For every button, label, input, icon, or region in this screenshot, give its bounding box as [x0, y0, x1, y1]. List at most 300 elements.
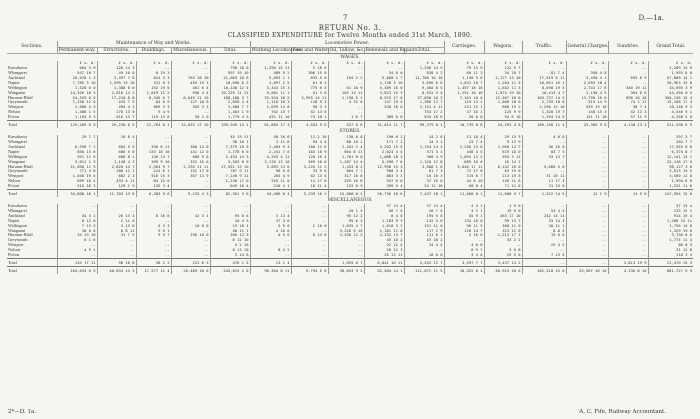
table-cell: 15,168 17 3 [648, 100, 693, 105]
table-cell: .. [57, 243, 97, 248]
table-cell: 833 5 0 [291, 76, 328, 81]
sections-header: Sections. [7, 41, 57, 54]
table-cell: 597 19 10 [210, 71, 250, 76]
table-cell: 5 2 10 [210, 243, 250, 248]
table-cell: .. [328, 253, 364, 258]
table-cell: 3,586 1 0 [404, 165, 444, 170]
table-cell: 79 13 9 [444, 66, 484, 71]
table-cell: .. [522, 66, 566, 71]
table-cell: .. [171, 71, 210, 76]
table-cell: 5,646 17 11 [444, 165, 484, 170]
table-cell: 10 16 3 [404, 174, 444, 179]
table-cell: 10,096 6 2 [210, 81, 250, 86]
table-cell: .. [608, 66, 648, 71]
total-cell: 21,470 15 3 [648, 259, 693, 267]
table-cell: 94 4 4 [291, 140, 328, 145]
table-cell: 14 3 1 [404, 140, 444, 145]
table-cell: 183 10 9 [291, 150, 328, 155]
table-cell: .. [291, 243, 328, 248]
table-cell: 1,294 14 5 [522, 115, 566, 120]
grand-total-cell: 164,634 0 9 [57, 267, 97, 275]
section-name: Picton [8, 252, 19, 258]
table-cell: 389 0 0 [364, 115, 404, 120]
table-cell: 9 6 1 [136, 229, 171, 234]
table-cell: 515 18 3 [57, 184, 97, 189]
table-cell: .. [444, 238, 484, 243]
table-cell: 9 13 9 [484, 140, 522, 145]
table-cell: 33 9 6 [291, 169, 328, 174]
section-name: Whangarei [8, 70, 27, 75]
table-cell: 4 0 0 [522, 135, 566, 140]
table-cell: .. [210, 204, 250, 209]
section-name: Kawakawa [8, 65, 28, 71]
units-label: £ s. d. [566, 61, 608, 66]
table-cell: .. [522, 238, 566, 243]
table-cell: .. [136, 238, 171, 243]
section-name: Wellington [8, 222, 27, 228]
units-label: £ s. d. [97, 61, 136, 66]
table-cell: .. [566, 238, 608, 243]
table-cell: .. [522, 204, 566, 209]
section-name: Napier [8, 148, 20, 154]
table-cell: 438 4 5 [444, 150, 484, 155]
table-cell: 3 11 6 [250, 140, 291, 145]
table-cell: 31 10 11 [522, 174, 566, 179]
table-cell: 125 9 9 [484, 110, 522, 115]
table-cell: .. [608, 229, 648, 234]
table-cell: 1,774 11 4 [648, 238, 693, 243]
table-cell: 569 10 0 [291, 160, 328, 165]
table-cell: 29 7 7 [57, 135, 97, 140]
table-cell: 4,293 4 11 [250, 155, 291, 160]
table-cell: 44 6 10 [444, 179, 484, 184]
table-cell: 126 14 3 [97, 66, 136, 71]
table-cell: .. [136, 253, 171, 258]
table-cell: .. [291, 248, 328, 253]
table-cell: .. [566, 140, 608, 145]
table-cell: .. [328, 66, 364, 71]
table-cell: 14 2 6 [404, 135, 444, 140]
table-cell: 1,094 12 2 [444, 155, 484, 160]
total-cell: 6,383 9 0 [136, 190, 171, 198]
table-cell: .. [57, 140, 97, 145]
table-cell: 31 7 2 [97, 233, 136, 238]
table-cell: 1,756 14 0 [648, 224, 693, 229]
table-cell: 8,345 6 7 [136, 96, 171, 101]
total-cell: 98 10 8 [97, 259, 136, 267]
table-cell: 27,551 13 10 [210, 165, 250, 170]
total-label: Total [7, 259, 57, 267]
table-cell: .. [566, 155, 608, 160]
col-header-carriages: Carriages. [444, 41, 484, 54]
table-cell: .. [608, 174, 648, 179]
table-cell: 132 5 0 [404, 219, 444, 224]
table-cell: 7,140 9 11 [210, 174, 250, 179]
col-header-fuel-water: Fuel and Water. [292, 47, 330, 53]
table-cell: 3 14 8 [210, 253, 250, 258]
section-name: Greymouth [8, 99, 28, 105]
total-cell: 13 1 4 [250, 259, 291, 267]
table-cell: 9 4 9 [136, 110, 171, 115]
total-cell: 135 17 11 [57, 259, 97, 267]
table-cell: 380 11 0 [484, 224, 522, 229]
table-cell: .. [291, 238, 328, 243]
table-cell: 4 9 1 [57, 248, 97, 253]
table-cell: 191 11 0 [404, 224, 444, 229]
section-name: Greymouth [8, 237, 28, 243]
total-cell: 61,884 17 3 [250, 121, 291, 129]
table-cell: .. [566, 135, 608, 140]
table-cell: 1,468 1 5 [57, 110, 97, 115]
table-cell: 3,170 13 10 [250, 160, 291, 165]
table-cell: 850 15 6 [57, 150, 97, 155]
table-cell: 10 0 0 [171, 224, 210, 229]
table-cell: 531 8 3 [136, 81, 171, 86]
table-cell: 771 4 8 [57, 169, 97, 174]
table-cell: 192 19 0 [136, 86, 171, 91]
table-cell: .. [328, 204, 364, 209]
table-cell: 118 3 4 [648, 253, 693, 258]
table-cell: 98 11 5 [444, 224, 484, 229]
table-cell: 331 10 0 [171, 160, 210, 165]
table-cell: 108,108 3 7 [210, 96, 250, 101]
table-cell: 3 13 4 [250, 214, 291, 219]
block-title: STORES. [339, 129, 361, 135]
table-cell: 2,190 4 5 [566, 91, 608, 96]
table-cell: 602 2 3 [97, 174, 136, 179]
table-cell: 2,098 4 4 [210, 100, 250, 105]
table-cell: 152 17 0 [171, 169, 210, 174]
table-cell: 3,750 0 6 [648, 233, 693, 238]
table-cell: .. [291, 229, 328, 234]
table-cell: .. [291, 253, 328, 258]
table-cell: .. [608, 145, 648, 150]
table-cell: 36 16 0 [522, 145, 566, 150]
table-cell: .. [328, 71, 364, 76]
units-label: £ s. d. [444, 61, 484, 66]
table-cell: 898 10 10 [608, 96, 648, 101]
table-cell: .. [171, 238, 210, 243]
table-cell: 1,778 0 0 [210, 150, 250, 155]
table-cell: .. [566, 204, 608, 209]
total-cell: 7,437 10 1 [404, 190, 444, 198]
table-cell: 16,078 1 3 [57, 76, 97, 81]
table-cell: .. [404, 248, 444, 253]
table-cell: 21,090 11 9 [57, 165, 97, 170]
table-cell: .. [566, 184, 608, 189]
table-cell: 306 15 0 [291, 71, 328, 76]
table-cell: 29 13 3 [484, 135, 522, 140]
table-cell: 350,136 15 4 [648, 96, 693, 101]
table-cell: 37 16 1 [444, 110, 484, 115]
table-cell: 5,563 8 6 [210, 160, 250, 165]
total-cell: 3,597 7 7 [444, 259, 484, 267]
table-cell: 787 9 11 [210, 169, 250, 174]
table-cell: 18 0 0 [404, 253, 444, 258]
table-cell: 432 11 10 [250, 115, 291, 120]
table-cell: 229 16 8 [328, 179, 364, 184]
section-name: Picton [8, 183, 19, 189]
units-label: £ s. d. [210, 61, 250, 66]
table-cell: 7 13 5 [522, 253, 566, 258]
table-cell: .. [566, 248, 608, 253]
total-cell: 12 2 9 [566, 190, 608, 198]
table-cell: 435 7 3 [97, 100, 136, 105]
table-cell: 34 18 7 [484, 71, 522, 76]
table-cell: 1,120 12 8 [404, 160, 444, 165]
table-cell: 6,938 7 1 [57, 145, 97, 150]
units-label: £ s. d. [171, 61, 210, 66]
total-cell: 223 8 3 [171, 259, 210, 267]
table-cell: 45 15 11 [210, 135, 250, 140]
table-cell: .. [608, 169, 648, 174]
table-cell: 824 3 3 [136, 76, 171, 81]
table-cell: 16 8 4 [97, 135, 136, 140]
table-cell: 95 6 3 [328, 219, 364, 224]
table-cell: 433 4 11 [97, 179, 136, 184]
table-cell: .. [171, 219, 210, 224]
table-cell: 1,874 19 10 [484, 91, 522, 96]
table-cell: 3,586 7 7 [210, 105, 250, 110]
table-cell: 1,994 6 0 [648, 179, 693, 184]
table-cell: .. [566, 229, 608, 234]
table-cell: 19,229 11 11 [210, 91, 250, 96]
table-cell: 53 4 5 [522, 209, 566, 214]
table-cell: .. [566, 66, 608, 71]
col-header-wagons: Wagons. [484, 41, 522, 54]
table-cell: .. [566, 150, 608, 155]
table-cell: 125 15 1 [648, 209, 693, 214]
table-cell: 48 11 1 [210, 229, 250, 234]
block-title: MISCELLANEOUS. [327, 198, 373, 204]
table-cell: 297 3 7 [648, 135, 693, 140]
page-reference: D.—1a. [638, 14, 664, 22]
total-cell: 5,239 16 2 [291, 190, 328, 198]
table-cell: 10,051 16 1 [522, 81, 566, 86]
table-cell: 38 7 4 [608, 105, 648, 110]
table-cell: 84 12 0 [136, 179, 171, 184]
section-name: Napier [8, 217, 20, 223]
table-cell: 2,086 4 3 [57, 105, 97, 110]
units-label: £ s. d. [364, 61, 404, 66]
table-cell: .. [97, 238, 136, 243]
table-cell: .. [328, 110, 364, 115]
table-cell: 1,040 19 4 [57, 174, 97, 179]
table-cell: .. [136, 248, 171, 253]
table-cell: .. [250, 253, 291, 258]
table-cell: 6,375 0 7 [648, 150, 693, 155]
total-cell: 147,594 15 6 [648, 190, 693, 198]
table-cell: .. [566, 253, 608, 258]
table-cell: 1,701 0 0 [328, 155, 364, 160]
table-cell: .. [328, 81, 364, 86]
table-cell: 21,063 10 6 [210, 76, 250, 81]
table-cell: 1,457 18 10 [444, 86, 484, 91]
block-total-row [7, 190, 693, 198]
table-cell: .. [97, 140, 136, 145]
table-cell: 1,652 11 3 [484, 86, 522, 91]
table-cell: 336 6 11 [136, 145, 171, 150]
table-cell: .. [608, 165, 648, 170]
table-cell: .. [608, 160, 648, 165]
table-cell: 133 0 9 [328, 184, 364, 189]
table-cell: 9,460 8 5 [404, 86, 444, 91]
table-cell: 19 0 0 [522, 233, 566, 238]
table-cell: 20 12 3 [364, 248, 404, 253]
table-cell: .. [57, 253, 97, 258]
table-cell: .. [364, 66, 404, 71]
table-cell: 65 19 0 [484, 169, 522, 174]
table-cell: .. [522, 160, 566, 165]
col-header-locomotive-total: Total. [404, 47, 444, 54]
table-cell: .. [250, 238, 291, 243]
table-cell: 2,294 11 11 [171, 165, 210, 170]
units-label: £ s. d. [404, 61, 444, 66]
table-cell: 71 12 8 [484, 184, 522, 189]
table-cell: 170 13 0 [97, 110, 136, 115]
table-cell: 699 10 4 [57, 179, 97, 184]
table-cell: 5 9 0 [250, 224, 291, 229]
table-cell: 380 12 0 [171, 145, 210, 150]
table-cell: 129 2 9 [97, 184, 136, 189]
table-cell: 600 0 1 [97, 155, 136, 160]
table-cell: 8,975 17 0 [364, 96, 404, 101]
col-header-sundries: Sundries. [608, 41, 648, 54]
table-cell: 98 0 0 [250, 169, 291, 174]
table-cell: 213 19 3 [484, 174, 522, 179]
table-cell: .. [171, 179, 210, 184]
table-cell: 0 19 3 [136, 71, 171, 76]
table-cell: 669 5 3 [136, 105, 171, 110]
table-cell: 300 4 9 [404, 155, 444, 160]
table-cell: 15,507 10 0 [484, 96, 522, 101]
grand-total-cell: 52,504 14 1 [364, 267, 404, 275]
table-cell: 34 0 0 [364, 71, 404, 76]
table-cell: 616 13 7 [97, 115, 136, 120]
table-cell: 3 13 0 [97, 224, 136, 229]
total-cell: 4,130 13 3 [608, 121, 648, 129]
total-cell: 25,389 9 6 [566, 121, 608, 129]
section-name: Whangarei [8, 138, 27, 144]
table-cell: 5,093 1 1 [250, 76, 291, 81]
table-cell: 1 9 0 [484, 204, 522, 209]
table-cell: 28,963 15 0 [648, 81, 693, 86]
locomotive-group-header: Locomotive Power. [250, 41, 444, 47]
table-cell: 5,160 12 0 [648, 174, 693, 179]
table-cell: 171 7 1 [364, 140, 404, 145]
table-cell: .. [328, 248, 364, 253]
table-cell: .. [171, 140, 210, 145]
table-cell: 515 14 9 [566, 100, 608, 105]
table-cell: .. [522, 140, 566, 145]
table-cell: 120 14 7 [444, 229, 484, 234]
table-cell: 44,456 0 5 [648, 91, 693, 96]
total-cell: 11,600 9 7 [484, 190, 522, 198]
total-cell: 476 1 5 [210, 259, 250, 267]
table-cell: 33 2 2 [484, 238, 522, 243]
total-cell: 34,808 16 1 [57, 190, 97, 198]
block-title-row [7, 197, 693, 204]
table-cell: 11 17 0 [291, 179, 328, 184]
table-cell: 8 12 0 [57, 219, 97, 224]
section-name: Westport [8, 242, 24, 248]
table-cell: 180 11 1 [97, 169, 136, 174]
total-cell: 166,190 11 4 [522, 121, 566, 129]
table-cell: 74 1 11 [608, 100, 648, 105]
block-total-row [7, 259, 693, 267]
table-cell: 754 17 2 [404, 110, 444, 115]
table-cell: 1,150 12 0 [57, 100, 97, 105]
table-cell: 214 6 1 [136, 169, 171, 174]
table-cell: 2 11 0 [97, 219, 136, 224]
table-cell: 2,433 14 3 [210, 155, 250, 160]
table-cell: 830 4 2 [404, 71, 444, 76]
table-cell: 914 19 4 [648, 214, 693, 219]
table-cell: 166 12 3 [210, 233, 250, 238]
table-cell: .. [608, 253, 648, 258]
col-header-traffic: Traffic. [522, 41, 566, 54]
table-cell: .. [171, 253, 210, 258]
table-cell: 664 3 9 [57, 66, 97, 71]
table-cell: .. [136, 243, 171, 248]
table-cell: 11 17 3 [522, 179, 566, 184]
total-cell: 12,764 0 1 [136, 121, 171, 129]
table-cell: 34,695 3 9 [648, 86, 693, 91]
table-cell: 2,016 14 2 [97, 91, 136, 96]
col-header-general-charges: General Charges. [566, 41, 608, 54]
table-cell: 72 17 8 [444, 169, 484, 174]
table-cell: 6 3 3 [136, 224, 171, 229]
grand-total-cell: 96,304 0 11 [250, 267, 291, 275]
table-cell: 2,138 3 10 [364, 81, 404, 86]
table-cell: 3,497 7 6 [97, 76, 136, 81]
table-cell: .. [136, 209, 171, 214]
units-label: £ s. d. [328, 61, 364, 66]
table-cell: 37 19 0 [404, 179, 444, 184]
table-cell: 1 6 7 [328, 115, 364, 120]
table-cell: .. [97, 209, 136, 214]
units-label: £ s. d. [57, 61, 97, 66]
table-cell: 132 16 0 [444, 219, 484, 224]
table-cell: .. [522, 169, 566, 174]
table-cell: 5,093 13 0 [250, 165, 291, 170]
table-cell: 4 0 0 [444, 243, 484, 248]
section-name: Hurunui-Bluff [8, 94, 33, 100]
table-cell: .. [608, 233, 648, 238]
table-cell: 494 4 1 [97, 105, 136, 110]
table-cell: 863 3 3 [364, 174, 404, 179]
total-cell: 15,000 0 1 [328, 190, 364, 198]
table-cell: .. [566, 160, 608, 165]
table-cell: 0 9 1 [444, 248, 484, 253]
table-cell: 37 13 4 [364, 204, 404, 209]
total-cell: 1,855 0 7 [328, 259, 364, 267]
table-cell: 1,388 0 0 [97, 86, 136, 91]
table-cell: 2,332 13 7 [364, 233, 404, 238]
table-cell: 7,379 10 3 [210, 145, 250, 150]
grand-total-cell: 9,794 5 8 [291, 267, 328, 275]
table-cell: 489 9 2 [250, 71, 291, 76]
table-cell: 118 9 3 [291, 100, 328, 105]
table-cell: 2,693 18 4 [566, 81, 608, 86]
return-title: RETURN No. 3. [318, 24, 382, 32]
grand-total-cell: 40,923 18 6 [484, 267, 522, 275]
table-cell: 31 15 0 [522, 184, 566, 189]
col-header-permanent-way: Permanent-way. [58, 47, 96, 53]
table-cell: 242 14 11 [522, 214, 566, 219]
total-cell: 24,293 4 8 [484, 121, 522, 129]
units-label: £ s. d. [648, 61, 693, 66]
